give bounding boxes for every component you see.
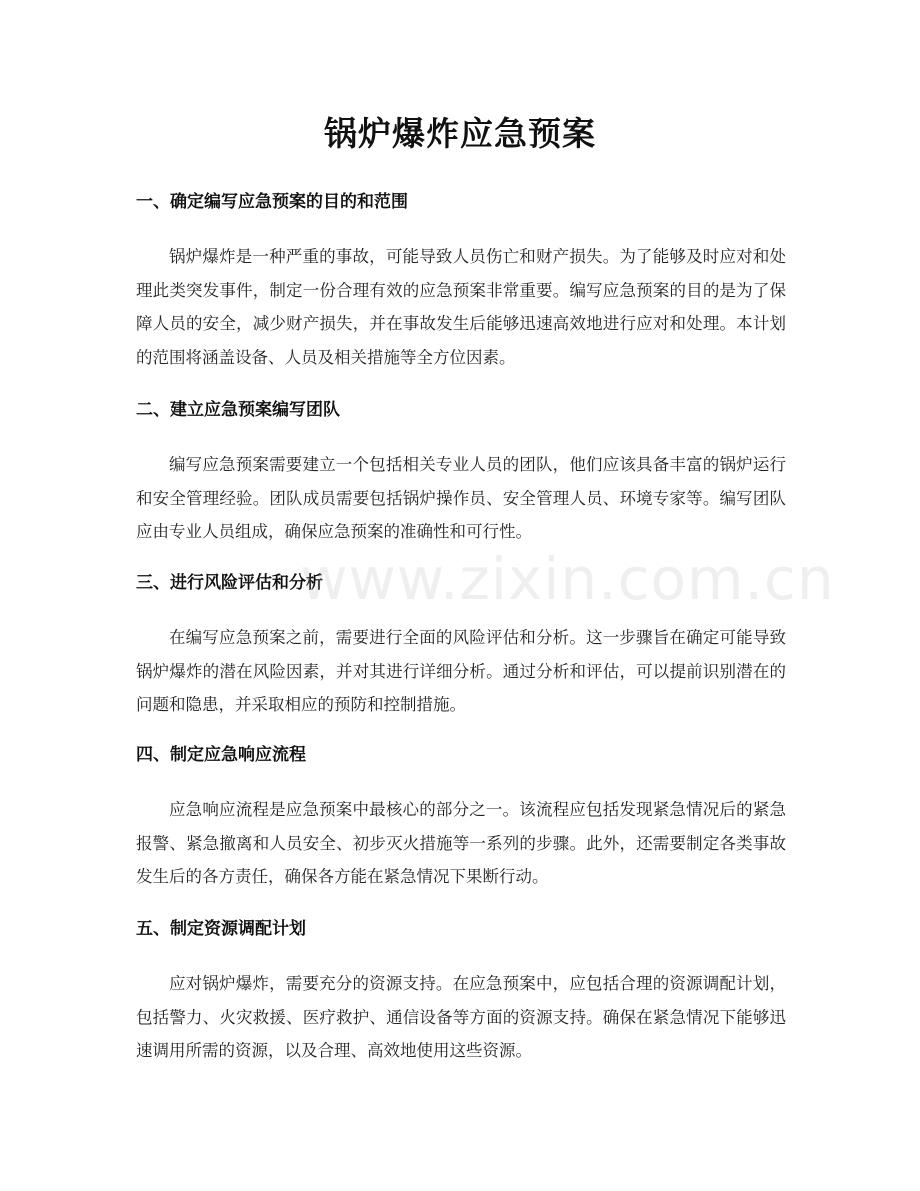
section-3-heading: 三、进行风险评估和分析: [136, 573, 323, 593]
section-2-body: 编写应急预案需要建立一个包括相关专业人员的团队，他们应该具备丰富的锅炉运行和安全管理经验。团队成员需要包括锅炉操作员、安全管理人员、环境专家等。编写团队应由专业人员组成，确保应急预案的准确性和可行性。: [136, 455, 786, 541]
section-1-heading: 一、确定编写应急预案的目的和范围: [136, 192, 408, 212]
section-2-heading: 二、建立应急预案编写团队: [136, 400, 340, 420]
section-5-heading: 五、制定资源调配计划: [136, 919, 306, 939]
watermark: www.zixin.com.cn: [300, 545, 835, 613]
document-title: 锅炉爆炸应急预案: [324, 114, 596, 153]
section-3-body: 在编写应急预案之前，需要进行全面的风险评估和分析。这一步骤旨在确定可能导致锅炉爆炸的潜在风险因素，并对其进行详细分析。通过分析和评估，可以提前识别潜在的问题和隐患，并采取相应的预防和控制措施。: [136, 628, 786, 714]
section-2: [136, 398, 786, 549]
section-5: [136, 917, 786, 1068]
section-4-body: 应急响应流程是应急预案中最核心的部分之一。该流程应包括发现紧急情况后的紧急报警、紧急撤离和人员安全、初步灭火措施等一系列的步骤。此外，还需要制定各类事故发生后的各方责任，确保各方能在紧急情况下果断行动。: [136, 800, 786, 886]
section-1: [136, 190, 786, 374]
section-4-heading: 四、制定应急响应流程: [136, 745, 306, 765]
section-3: [136, 571, 786, 722]
section-1-body: 锅炉爆炸是一种严重的事故，可能导致人员伤亡和财产损失。为了能够及时应对和处理此类突发事件，制定一份合理有效的应急预案非常重要。编写应急预案的目的是为了保障人员的安全，减少财产损失，并在事故发生后能够迅速高效地进行应对和处理。本计划的范围将涵盖设备、人员及相关措施等全方位因素。: [136, 247, 786, 367]
section-5-body: 应对锅炉爆炸，需要充分的资源支持。在应急预案中，应包括合理的资源调配计划，包括警力、火灾救援、医疗救护、通信设备等方面的资源支持。确保在紧急情况下能够迅速调用所需的资源，以及合理、高效地使用这些资源。: [136, 974, 786, 1060]
section-4: [136, 743, 786, 894]
